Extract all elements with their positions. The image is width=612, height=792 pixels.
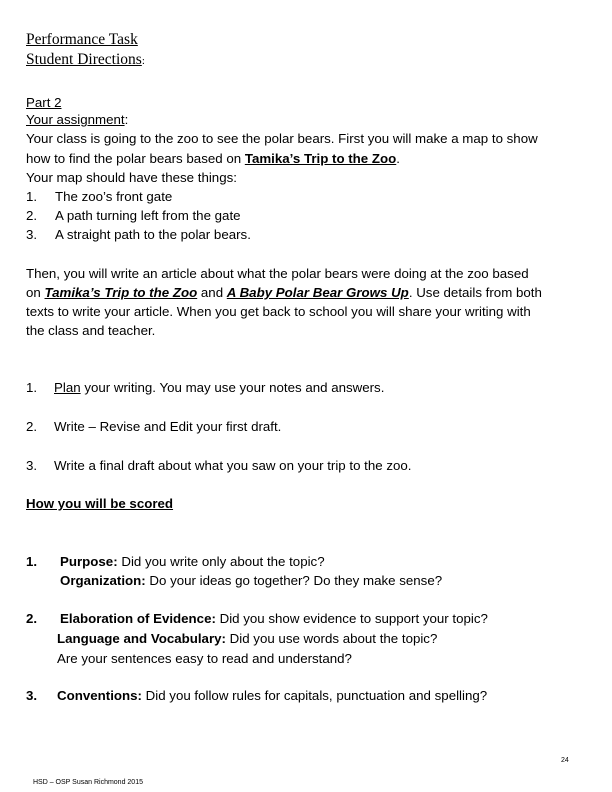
map-item-number: 1. [26, 189, 38, 204]
criterion-number: 3. [26, 688, 38, 703]
assignment-heading [26, 111, 128, 128]
step-number: 3. [26, 458, 38, 473]
page-subtitle [26, 51, 145, 70]
part-label [26, 94, 61, 111]
article-line-2-and: and [197, 285, 227, 300]
map-list-item [26, 226, 251, 243]
map-item-text: A straight path to the polar bears. [55, 227, 251, 242]
step-item [26, 379, 384, 396]
article-line-2 [26, 284, 542, 301]
scoring-heading-text: How you will be scored [26, 496, 174, 511]
assignment-colon: : [124, 112, 129, 127]
criterion-text: Did you write only about the topic? [117, 554, 325, 569]
article-line-1: Then, you will write an article about what the polar bears were doing at the zoo based [26, 266, 529, 281]
criterion-line [26, 687, 487, 704]
step-text: your writing. You may use your notes and answers. [80, 380, 385, 395]
criterion-line [26, 553, 325, 570]
step-number: 2. [26, 419, 38, 434]
map-list-item [26, 207, 241, 224]
page-number: 24 [561, 757, 569, 764]
map-item-number: 3. [26, 227, 38, 242]
intro-line-1: Your class is going to the zoo to see the polar bears. First you will make a map to show [26, 131, 538, 146]
criterion-text: Are your sentences easy to read and understand? [57, 651, 352, 666]
criterion-line [60, 572, 442, 589]
footer-credit: HSD – OSP Susan Richmond 2015 [33, 779, 143, 786]
criterion-text: Did you use words about the topic? [225, 631, 438, 646]
step-item [26, 457, 411, 474]
criterion-number: 1. [26, 554, 38, 569]
book-title-polar-bear: A Baby Polar Bear Grows Up [226, 285, 409, 300]
scoring-heading [26, 495, 173, 512]
criterion-line [26, 610, 488, 627]
criterion-label: Conventions: [57, 688, 142, 703]
step-number: 1. [26, 380, 38, 395]
book-title-tamika-italic: Tamika’s Trip to the Zoo [44, 285, 198, 300]
subtitle-text: Student Directions [26, 51, 142, 68]
book-title-tamika: Tamika’s Trip to the Zoo [244, 151, 397, 166]
map-item-text: A path turning left from the gate [55, 208, 241, 223]
criterion-number: 2. [26, 611, 38, 626]
title-text: Performance Task [26, 31, 138, 48]
intro-line-2-pre: how to find the polar bears based on [26, 151, 245, 166]
criterion-text: Did you show evidence to support your topic? [215, 611, 488, 626]
criterion-label: Language and Vocabulary: [57, 631, 226, 646]
intro-line-2 [26, 150, 400, 167]
criterion-line [57, 650, 352, 667]
step-text: Write a final draft about what you saw on your trip to the zoo. [54, 458, 412, 473]
article-line-3: texts to write your article. When you get back to school you will share your writing with [26, 304, 531, 319]
criterion-label: Organization: [60, 573, 146, 588]
map-list-item [26, 188, 172, 205]
article-line-2-post: . Use details from both [408, 285, 542, 300]
step-item [26, 418, 281, 435]
map-intro: Your map should have these things: [26, 170, 237, 185]
step-text: Write – Revise and Edit your first draft. [54, 419, 282, 434]
article-line-2-pre: on [26, 285, 45, 300]
article-line-4: the class and teacher. [26, 323, 156, 338]
criterion-text: Do your ideas go together? Do they make sense? [145, 573, 443, 588]
part-label-text: Part 2 [26, 95, 62, 110]
criterion-label: Elaboration of Evidence: [60, 611, 216, 626]
criterion-line [57, 630, 437, 647]
map-item-text: The zoo’s front gate [55, 189, 173, 204]
page-title [26, 31, 138, 49]
intro-line-2-post: . [396, 151, 400, 166]
criterion-text: Did you follow rules for capitals, punctuation and spelling? [141, 688, 488, 703]
step-emphasis: Plan [54, 380, 81, 395]
map-item-number: 2. [26, 208, 38, 223]
subtitle-colon: : [141, 55, 145, 67]
assignment-label: Your assignment [26, 112, 125, 127]
criterion-label: Purpose: [60, 554, 118, 569]
